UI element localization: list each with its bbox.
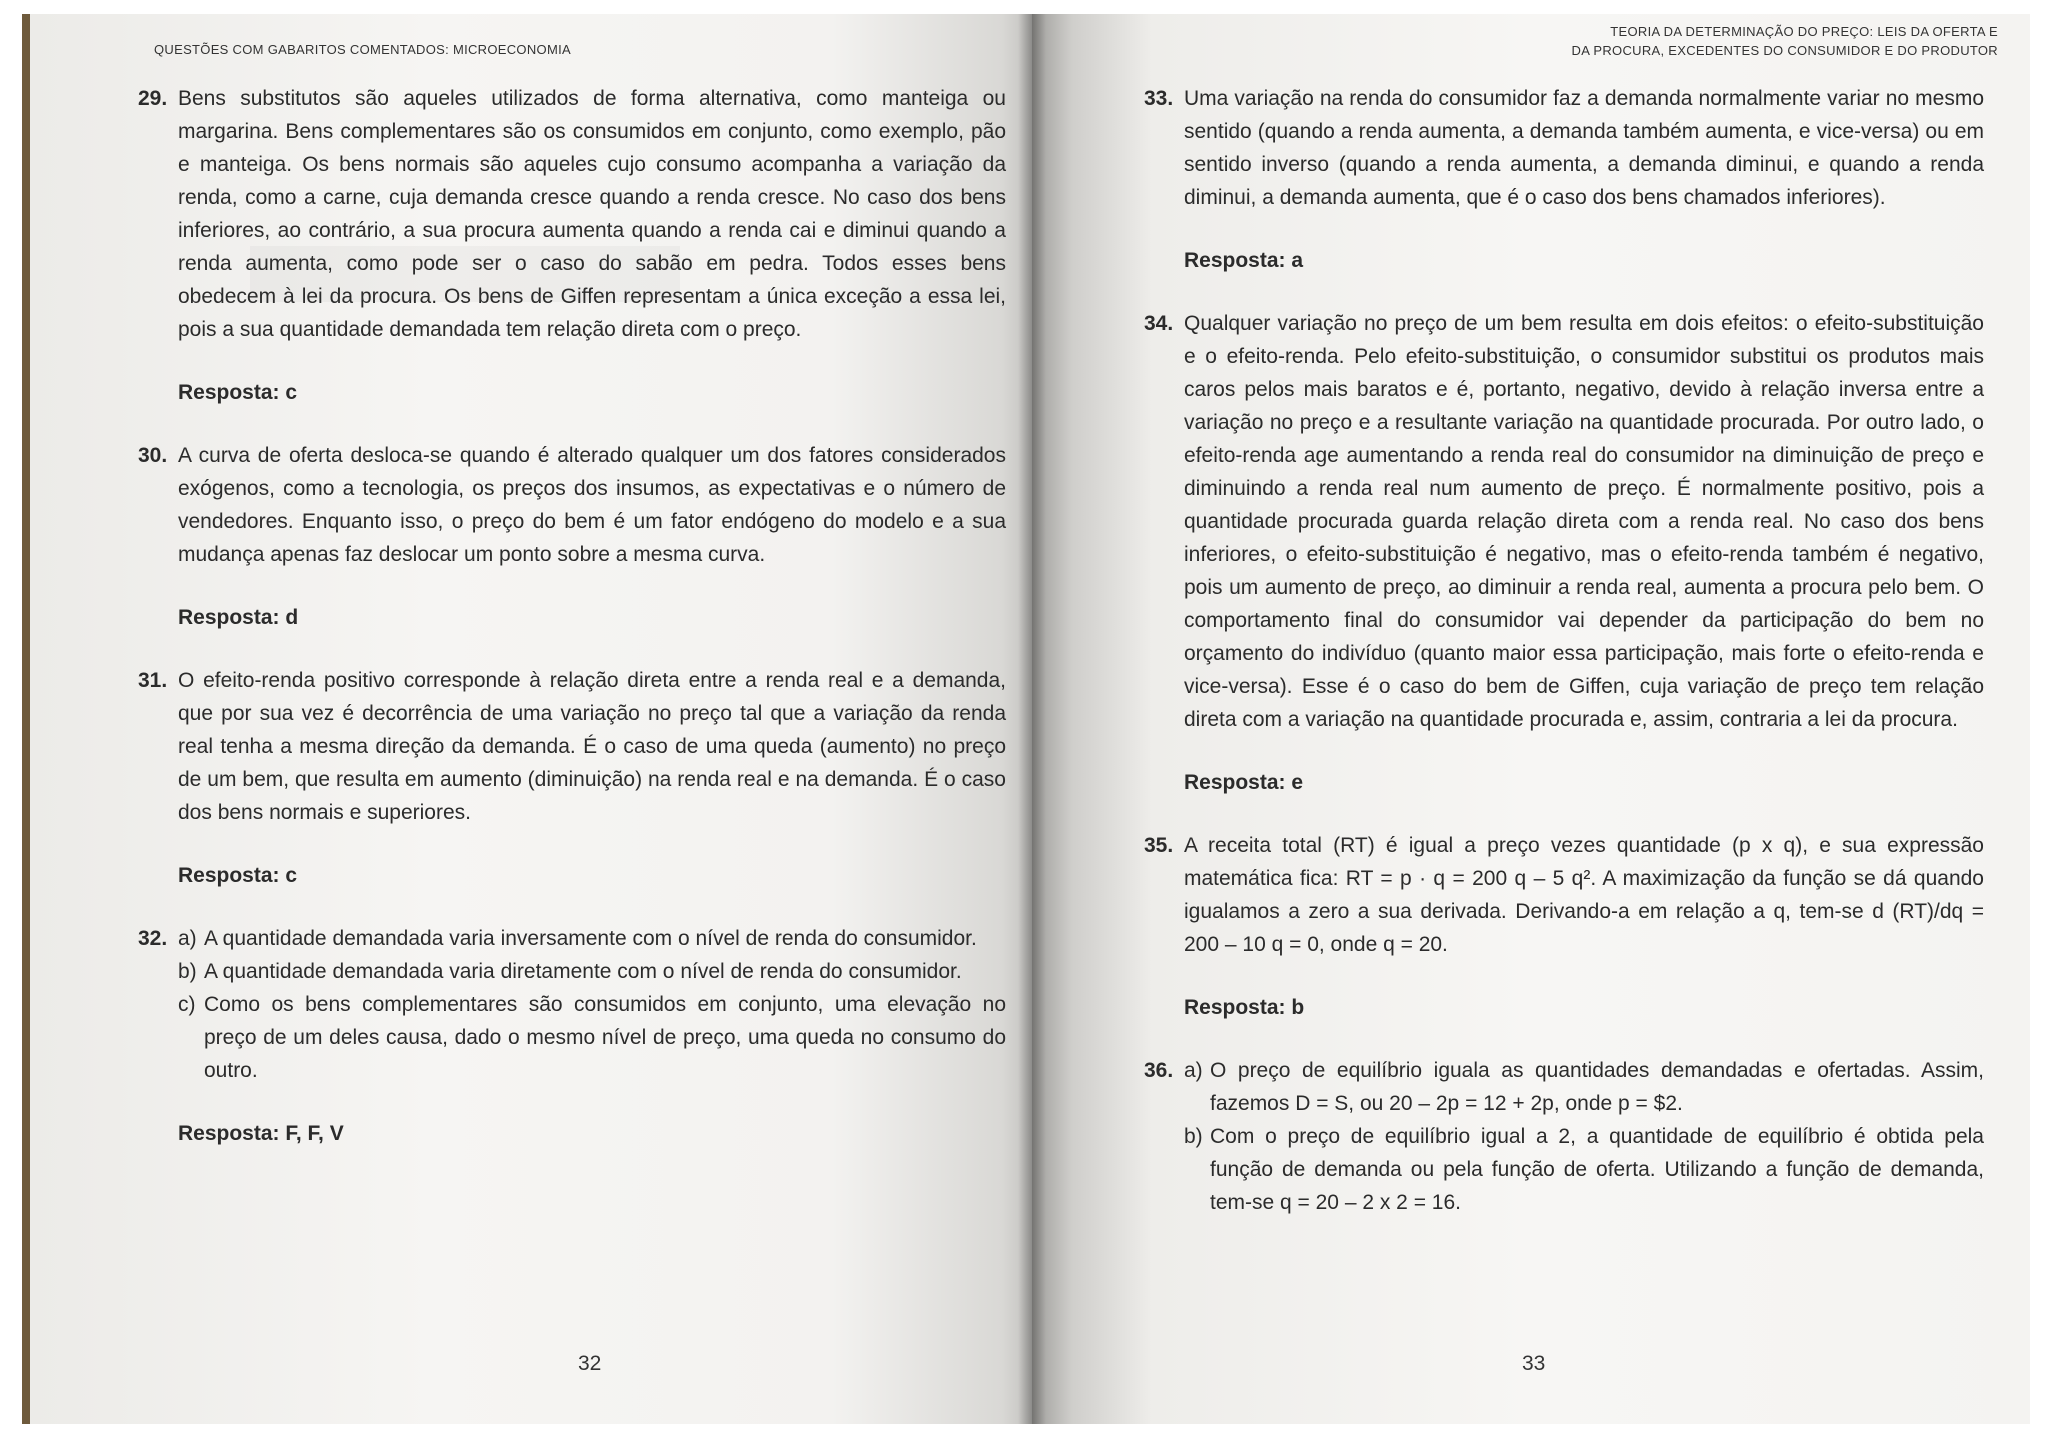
page-number-right: 33 bbox=[1522, 1352, 1546, 1375]
question-text: Bens substitutos são aqueles utilizados de forma alternativa, como manteiga ou margarina. Bens complementares são os consumidos em conjunto, como exemplo, pão e manteiga. Os bens normais são aqueles cujo consumo acompanha a variação da renda, como a carne, cuja demanda cresce quando a renda cresce. No caso dos bens inferiores, ao contrário, a sua procura aumenta quando a renda cai e diminui quando a renda aumenta, como pode ser o caso do sabão em pedra. Todos esses bens obedecem à lei da procura. Os bens de Giffen representam a única exceção a essa lei, pois a sua quantidade demandada tem relação direta com o preço. bbox=[178, 87, 1006, 341]
answer-30: Resposta: d bbox=[178, 606, 299, 629]
item-label: a) bbox=[1184, 1059, 1203, 1082]
question-number: 36. bbox=[1144, 1059, 1174, 1082]
question-text: O efeito-renda positivo corresponde à relação direta entre a renda real e a demanda, que por sua vez é decorrência de uma variação no preço tal que a variação da renda real tenha a mesma direção da demanda. É o caso de uma queda (aumento) no preço de um bem, que resulta em aumento (diminuição) na renda real e na demanda. É o caso dos bens normais e superiores. bbox=[178, 669, 1006, 824]
item-text: A quantidade demandada varia diretamente com o nível de renda do consumidor. bbox=[204, 960, 962, 983]
question-text: Qualquer variação no preço de um bem resulta em dois efeitos: o efeito-substituição e o efeito-renda. Pelo efeito-substituição, o consumidor substitui os produtos mais caros pelos mais baratos e é, portanto, negativo, devido à relação inversa entre a variação no preço e a resultante variação na quantidade procurada. Por outro lado, o efeito-renda age aumentando a renda real do consumidor na diminuição de preço e diminuindo a renda real num aumento de preço. É normalmente positivo, pois a quantidade procurada guarda relação direta com a renda real. No caso dos bens inferiores, o efeito-substituição é negativo, mas o efeito-renda também é negativo, pois um aumento de preço, ao diminuir a renda real, aumenta a procura pelo bem. O comportamento final do consumidor vai depender da participação do bem no orçamento do indivíduo (quanto maior essa participação, mais forte o efeito-renda e vice-versa). Esse é o caso do bem de Giffen, cuja variação de preço tem relação direta com a variação na quantidade procurada e, assim, contraria a lei da procura. bbox=[1184, 312, 1984, 731]
question-30 bbox=[138, 439, 1006, 571]
question-number: 31. bbox=[138, 669, 168, 692]
item-a bbox=[1184, 1054, 1984, 1120]
answer-34: Resposta: e bbox=[1184, 771, 1304, 794]
question-number: 35. bbox=[1144, 834, 1174, 857]
question-32 bbox=[138, 922, 1006, 1087]
item-b bbox=[1184, 1120, 1984, 1219]
question-number: 33. bbox=[1144, 87, 1174, 110]
item-b bbox=[178, 955, 1006, 988]
item-text: O preço de equilíbrio iguala as quantidades demandadas e ofertadas. Assim, fazemos D = S, ou 20 – 2p = 12 + 2p, onde p = $2. bbox=[1210, 1059, 1984, 1115]
item-label: b) bbox=[1184, 1125, 1203, 1148]
answer-31: Resposta: c bbox=[178, 864, 298, 887]
question-number: 30. bbox=[138, 444, 168, 467]
item-label: a) bbox=[178, 927, 197, 950]
right-page bbox=[1032, 14, 2030, 1424]
item-text: A quantidade demandada varia inversamente com o nível de renda do consumidor. bbox=[204, 927, 977, 950]
item-text: Como os bens complementares são consumidos em conjunto, uma elevação no preço de um deles causa, dado o mesmo nível de preço, uma queda no consumo do outro. bbox=[204, 993, 1006, 1082]
page-number-left: 32 bbox=[578, 1352, 602, 1375]
running-head-line-2: DA PROCURA, EXCEDENTES DO CONSUMIDOR E DO PRODUTOR bbox=[1571, 43, 1998, 58]
item-label: c) bbox=[178, 993, 196, 1016]
question-29 bbox=[138, 82, 1006, 346]
answer-29: Resposta: c bbox=[178, 381, 298, 404]
item-a bbox=[178, 922, 1006, 955]
question-text: Uma variação na renda do consumidor faz a demanda normalmente variar no mesmo sentido (quando a renda aumenta, a demanda também aumenta, e vice-versa) ou em sentido inverso (quando a renda aumenta, a demanda diminui, e quando a renda diminui, a demanda aumenta, que é o caso dos bens chamados inferiores). bbox=[1184, 87, 1984, 209]
question-number: 34. bbox=[1144, 312, 1174, 335]
running-head-line-1: TEORIA DA DETERMINAÇÃO DO PREÇO: LEIS DA OFERTA E bbox=[1610, 24, 1998, 39]
book-gutter-shadow bbox=[1018, 14, 1046, 1424]
answer-33: Resposta: a bbox=[1184, 249, 1304, 272]
question-36 bbox=[1144, 1054, 1984, 1219]
item-text: Com o preço de equilíbrio igual a 2, a quantidade de equilíbrio é obtida pela função de demanda ou pela função de oferta. Utilizando a função de demanda, tem-se q = 20 – 2 x 2 = 16. bbox=[1210, 1125, 1984, 1214]
running-head-left: QUESTÕES COM GABARITOS COMENTADOS: MICROECONOMIA bbox=[154, 42, 571, 57]
question-33 bbox=[1144, 82, 1984, 214]
answer-32: Resposta: F, F, V bbox=[178, 1122, 344, 1145]
question-31 bbox=[138, 664, 1006, 829]
question-35 bbox=[1144, 829, 1984, 961]
left-page-content bbox=[138, 82, 1006, 1180]
question-text: A receita total (RT) é igual a preço vezes quantidade (p x q), e sua expressão matemática fica: RT = p · q = 200 q – 5 q². A maximização da função se dá quando igualamos a zero a sua derivada. Derivando-a em relação a q, tem-se d (RT)/dq = 200 – 10 q = 0, onde q = 20. bbox=[1184, 834, 1984, 956]
question-34 bbox=[1144, 307, 1984, 736]
item-label: b) bbox=[178, 960, 197, 983]
running-head-right bbox=[1572, 22, 1998, 60]
right-page-content bbox=[1144, 82, 1984, 1219]
question-text: A curva de oferta desloca-se quando é alterado qualquer um dos fatores considerados exógenos, como a tecnologia, os preços dos insumos, as expectativas e o número de vendedores. Enquanto isso, o preço do bem é um fator endógeno do modelo e a sua mudança apenas faz deslocar um ponto sobre a mesma curva. bbox=[178, 444, 1006, 566]
question-number: 29. bbox=[138, 87, 168, 110]
answer-35: Resposta: b bbox=[1184, 996, 1305, 1019]
item-c bbox=[178, 988, 1006, 1087]
question-number: 32. bbox=[138, 927, 168, 950]
left-page bbox=[22, 14, 1032, 1424]
